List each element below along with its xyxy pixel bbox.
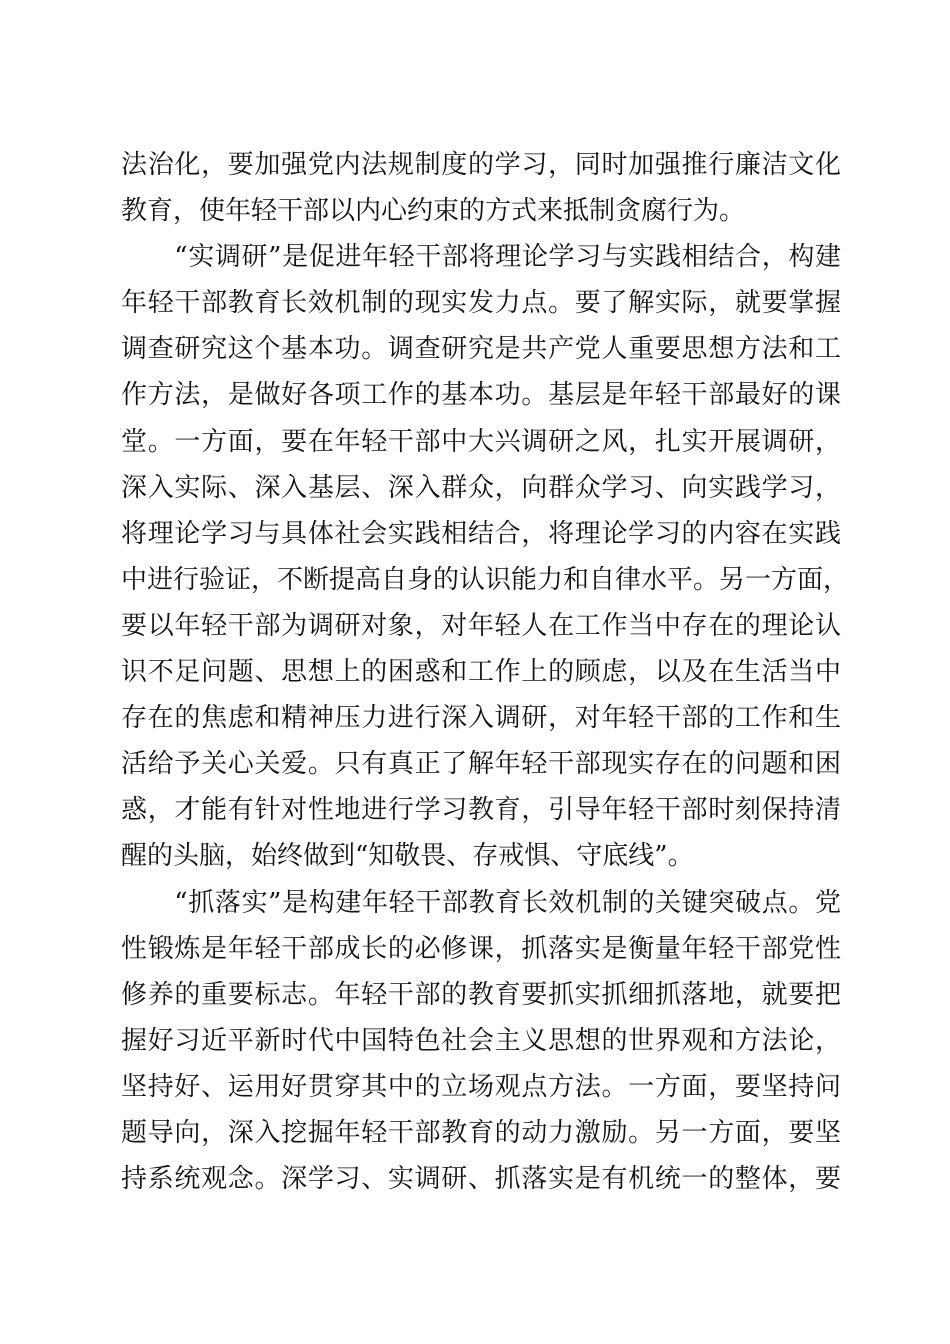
- text-line: 修养的重要标志。年轻干部的教育要抓实抓细抓落地，就要把: [121, 979, 841, 1010]
- text-line: 堂。一方面，要在年轻干部中大兴调研之风，扎实开展调研，: [121, 426, 841, 457]
- text-line: 性锻炼是年轻干部成长的必修课，抓落实是衡量年轻干部党性: [121, 933, 841, 964]
- text-line: 醒的头脑，始终做到“知敬畏、存戒惧、守底线”。: [121, 841, 694, 872]
- text-line: “抓落实”是构建年轻干部教育长效机制的关键突破点。党: [121, 887, 841, 918]
- text-line: 识不足问题、思想上的困惑和工作上的顾虑，以及在生活当中: [121, 657, 841, 688]
- text-line: 中进行验证，不断提高自身的认识能力和自律水平。另一方面，: [121, 564, 850, 595]
- text-line: 深入实际、深入基层、深入群众，向群众学习、向实践学习，: [121, 472, 841, 503]
- text-line: “实调研”是促进年轻干部将理论学习与实践相结合，构建: [121, 242, 841, 273]
- text-line: 持系统观念。深学习、实调研、抓落实是有机统一的整体，要: [121, 1164, 841, 1195]
- text-line: 调查研究这个基本功。调查研究是共产党人重要思想方法和工: [121, 334, 841, 365]
- text-line: 坚持好、运用好贯穿其中的立场观点方法。一方面，要坚持问: [121, 1071, 841, 1102]
- text-line: 握好习近平新时代中国特色社会主义思想的世界观和方法论，: [121, 1025, 841, 1056]
- text-line: 年轻干部教育长效机制的现实发力点。要了解实际，就要掌握: [121, 288, 841, 319]
- text-line: 作方法，是做好各项工作的基本功。基层是年轻干部最好的课: [121, 380, 841, 411]
- text-line: 要以年轻干部为调研对象，对年轻人在工作当中存在的理论认: [121, 610, 841, 641]
- body-text: [121, 142, 850, 1202]
- text-line: 教育，使年轻干部以内心约束的方式来抵制贪腐行为。: [121, 196, 746, 227]
- text-line: 将理论学习与具体社会实践相结合，将理论学习的内容在实践: [121, 518, 841, 549]
- text-line: 法治化，要加强党内法规制度的学习，同时加强推行廉洁文化: [121, 150, 841, 180]
- text-line: 题导向，深入挖掘年轻干部教育的动力激励。另一方面，要坚: [121, 1117, 841, 1148]
- text-line: 存在的焦虑和精神压力进行深入调研，对年轻干部的工作和生: [121, 703, 841, 734]
- text-line: 惑，才能有针对性地进行学习教育，引导年轻干部时刻保持清: [121, 795, 841, 826]
- text-line: 活给予关心关爱。只有真正了解年轻干部现实存在的问题和困: [121, 749, 841, 780]
